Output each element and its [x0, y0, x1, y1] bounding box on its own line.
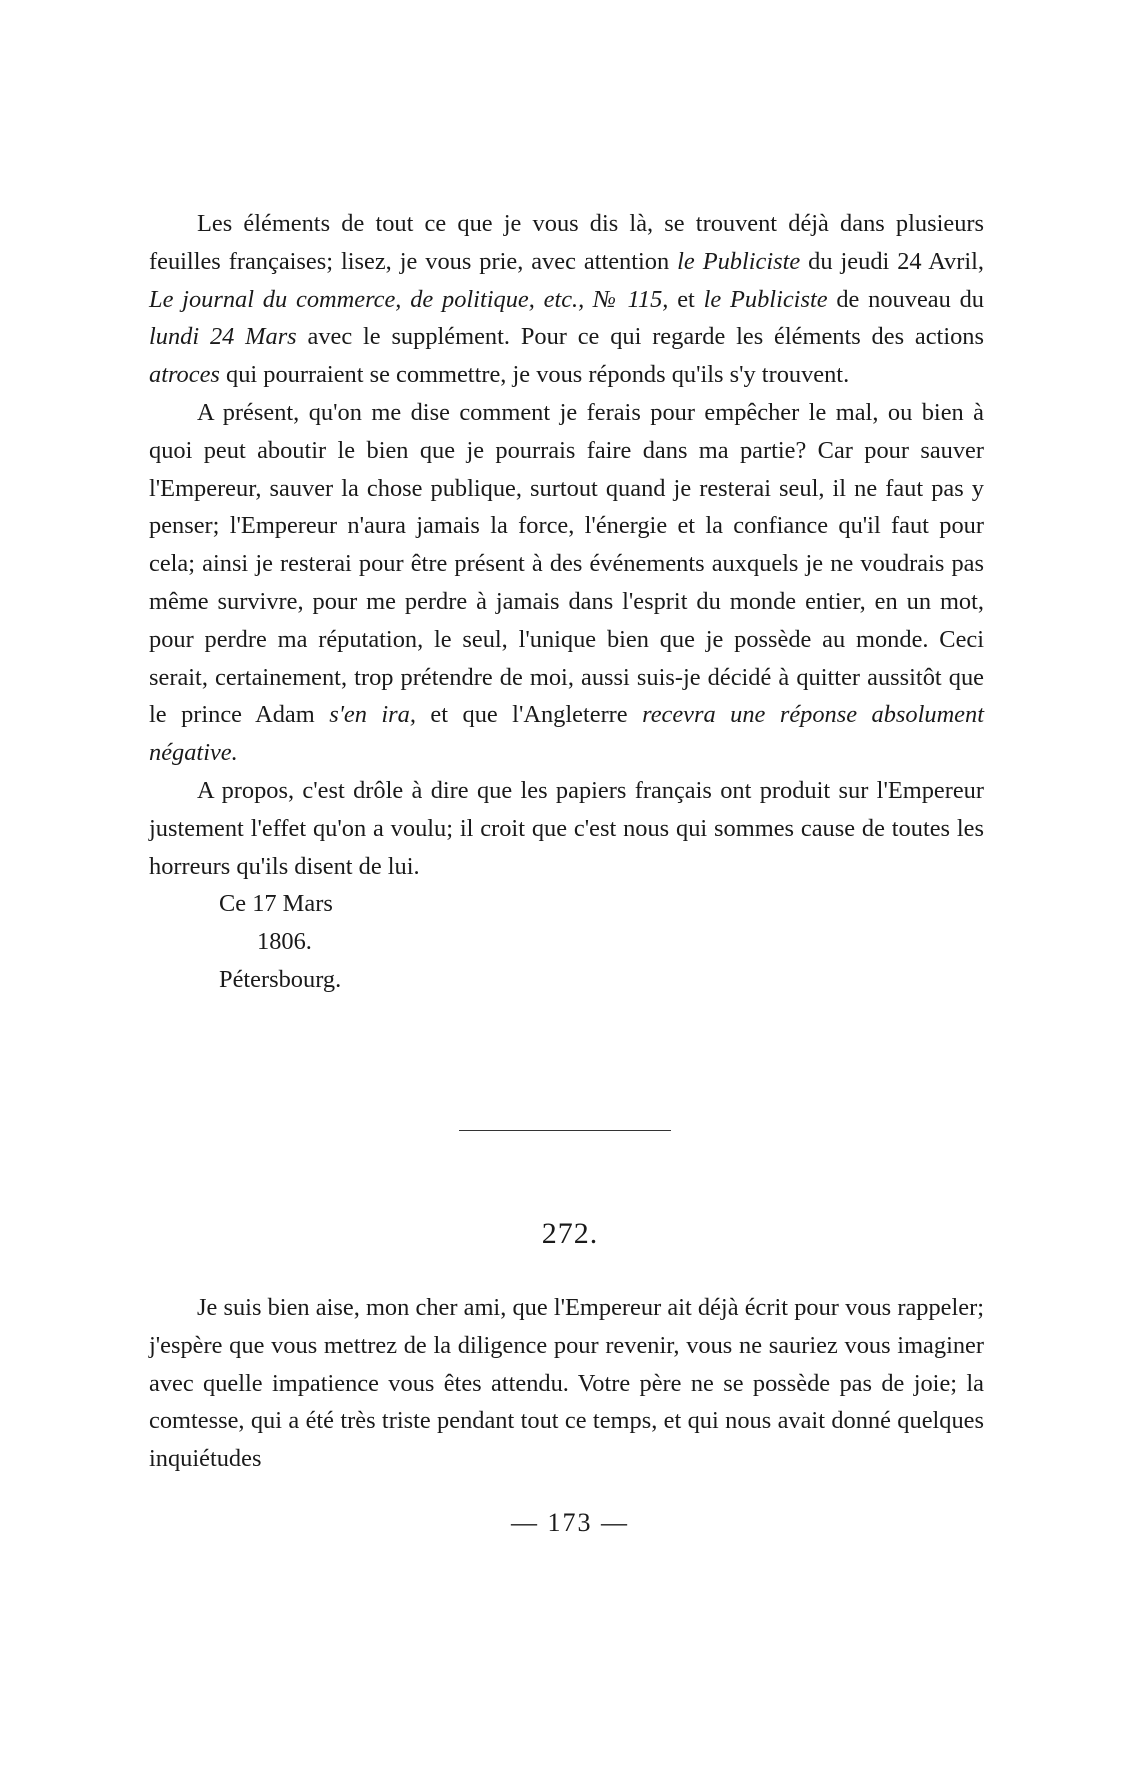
italic-text-run: recevra une réponse absolument négative. — [149, 701, 984, 767]
italic-text-run: le Publiciste — [677, 247, 801, 275]
signature-date: Ce 17 Mars — [219, 890, 333, 918]
paragraph — [149, 772, 984, 885]
text-run: A présent, qu'on me dise comment je ferais pour empêcher le mal, ou bien à quoi peut aboutir le bien que je pourrais faire dans ma partie? Car pour sauver l'Empereur, sauver la chose publique, surtout quand je resterai seul, il ne faut pas y penser; l'Empereur n'aura jamais la force, l'énergie et la confiance qu'il faut pour cela; ainsi je resterai pour être présent à des événements auxquels je ne voudrais pas même survivre, pour me perdre à jamais dans l'esprit du monde entier, en un mot, pour perdre ma réputation, le seul, l'unique bien que je possède au monde. Ceci serait, certainement, trop prétendre de moi, aussi suis-je décidé à quitter aussitôt que le prince Adam — [149, 398, 984, 729]
italic-text-run: le Publiciste — [703, 285, 828, 313]
letter-number: 272. — [541, 1217, 599, 1250]
signature-block — [149, 885, 984, 998]
section-divider — [459, 1130, 671, 1131]
paragraph — [149, 205, 984, 394]
signature-year: 1806. — [257, 928, 312, 956]
italic-text-run: lundi 24 Mars — [149, 323, 297, 351]
text-run: avec le supplément. Pour ce qui regarde les éléments des actions — [296, 323, 984, 351]
italic-text-run: s'en ira, — [329, 701, 416, 729]
italic-text-run: atroces — [149, 361, 220, 389]
letter-271-body — [149, 205, 984, 999]
text-run: et — [668, 285, 704, 313]
text-run: Les éléments de tout ce que je vous dis là, se trouvent déjà dans plusieurs feuilles françaises; lisez, je vous prie, avec attention — [149, 210, 984, 275]
text-run: A propos, c'est drôle à dire que les papiers français ont produit sur l'Empereur justement l'effet qu'on a voulu; il croit que c'est nous qui sommes cause de toutes les horreurs qu'ils disent de lui. — [149, 776, 984, 880]
text-run: Je suis bien aise, mon cher ami, que l'Empereur ait déjà écrit pour vous rappeler; j'espère que vous mettrez de la diligence pour revenir, vous ne sauriez vous imaginer avec quelle impatience vous êtes attendu. Votre père ne se possède pas de joie; la comtesse, qui a été très triste pendant tout ce temps, et qui nous avait donné quelques inquiétudes — [149, 1294, 984, 1473]
text-run: et que l'Angleterre — [415, 701, 643, 729]
text-run: du jeudi 24 Avril, — [800, 247, 984, 275]
italic-text-run: Le journal du commerce, de politique, etc., № 115, — [149, 285, 669, 313]
letter-272-body — [149, 1289, 984, 1478]
text-run: de nouveau du — [827, 285, 984, 313]
paragraph — [149, 1289, 984, 1478]
signature-place: Pétersbourg. — [219, 965, 342, 993]
paragraph — [149, 394, 984, 772]
text-run: qui pourraient se commettre, je vous réponds qu'ils s'y trouvent. — [219, 361, 850, 389]
page-number: — 173 — — [511, 1508, 629, 1537]
